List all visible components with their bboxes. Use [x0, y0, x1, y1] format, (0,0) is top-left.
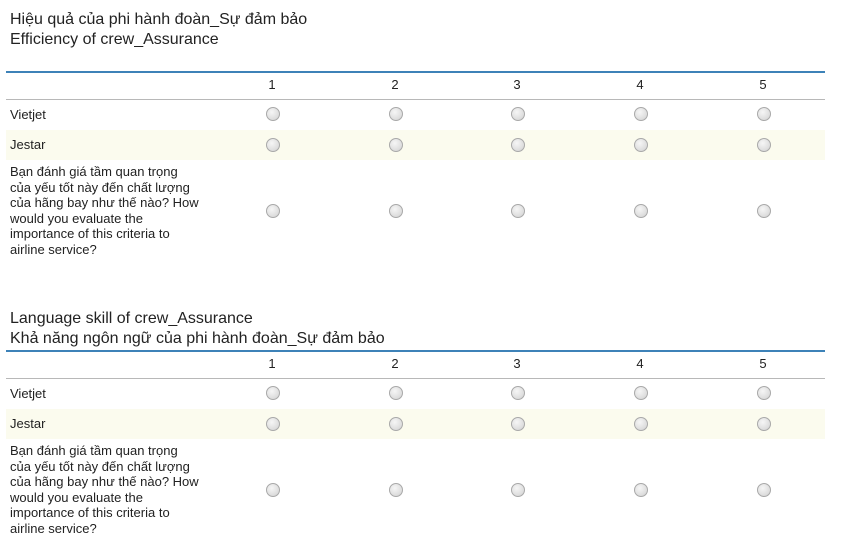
- row-label-vietjet: Vietjet: [10, 107, 46, 122]
- radio-vietjet-2[interactable]: [389, 107, 403, 121]
- radio-jestar-4[interactable]: [634, 417, 648, 431]
- question-title: [10, 10, 307, 50]
- importance-line-3: của hãng bay như thế nào? How: [10, 195, 199, 211]
- table-row-vietjet: [6, 379, 825, 409]
- importance-line-2: của yếu tốt này đến chất lượng: [10, 458, 190, 474]
- row-label-vietjet: Vietjet: [10, 386, 46, 401]
- radio-vietjet-5[interactable]: [757, 386, 771, 400]
- row-label-importance: [10, 443, 199, 537]
- radio-importance-2[interactable]: [389, 204, 403, 218]
- row-label-jestar: Jestar: [10, 137, 46, 152]
- scale-label-4: 4: [636, 77, 644, 92]
- importance-line-3: của hãng bay như thế nào? How: [10, 474, 199, 490]
- radio-importance-1[interactable]: [266, 204, 280, 218]
- question-title: [10, 309, 385, 349]
- table-row-importance: [6, 160, 825, 260]
- radio-vietjet-3[interactable]: [511, 386, 525, 400]
- scale-label-1: 1: [268, 77, 276, 92]
- importance-line-2: của yếu tốt này đến chất lượng: [10, 179, 190, 195]
- radio-importance-3[interactable]: [511, 204, 525, 218]
- scale-header-row: [6, 352, 825, 379]
- scale-header-row: [6, 73, 825, 100]
- radio-vietjet-2[interactable]: [389, 386, 403, 400]
- radio-vietjet-5[interactable]: [757, 107, 771, 121]
- radio-importance-2[interactable]: [389, 483, 403, 497]
- table-row-jestar: [6, 130, 825, 160]
- radio-vietjet-4[interactable]: [634, 386, 648, 400]
- question-title-line-2: Khả năng ngôn ngữ của phi hành đoàn_Sự đảm bảo: [10, 330, 385, 347]
- importance-line-4: would you evaluate the: [10, 489, 143, 505]
- radio-vietjet-1[interactable]: [266, 107, 280, 121]
- scale-label-5: 5: [759, 77, 767, 92]
- radio-jestar-2[interactable]: [389, 138, 403, 152]
- radio-jestar-3[interactable]: [511, 417, 525, 431]
- radio-importance-5[interactable]: [757, 204, 771, 218]
- radio-jestar-3[interactable]: [511, 138, 525, 152]
- radio-jestar-2[interactable]: [389, 417, 403, 431]
- radio-jestar-1[interactable]: [266, 138, 280, 152]
- scale-label-3: 3: [513, 356, 521, 371]
- radio-importance-3[interactable]: [511, 483, 525, 497]
- importance-line-1: Bạn đánh giá tầm quan trọng: [10, 443, 178, 458]
- importance-line-1: Bạn đánh giá tầm quan trọng: [10, 164, 178, 179]
- radio-vietjet-1[interactable]: [266, 386, 280, 400]
- table-row-jestar: [6, 409, 825, 439]
- row-label-importance: [10, 164, 199, 258]
- scale-label-4: 4: [636, 356, 644, 371]
- question-title-line-1: Language skill of crew_Assurance: [10, 310, 253, 327]
- scale-label-5: 5: [759, 356, 767, 371]
- radio-importance-5[interactable]: [757, 483, 771, 497]
- importance-line-6: airline service?: [10, 520, 97, 536]
- question-title-line-2: Efficiency of crew_Assurance: [10, 31, 219, 48]
- radio-importance-4[interactable]: [634, 483, 648, 497]
- radio-vietjet-3[interactable]: [511, 107, 525, 121]
- importance-line-4: would you evaluate the: [10, 210, 143, 226]
- scale-label-2: 2: [391, 77, 399, 92]
- scale-label-3: 3: [513, 77, 521, 92]
- radio-importance-1[interactable]: [266, 483, 280, 497]
- table-row-vietjet: [6, 100, 825, 130]
- question-title-line-1: Hiệu quả của phi hành đoàn_Sự đảm bảo: [10, 11, 308, 28]
- importance-line-5: importance of this criteria to: [10, 226, 170, 242]
- radio-jestar-4[interactable]: [634, 138, 648, 152]
- table-row-importance: [6, 439, 825, 539]
- radio-jestar-5[interactable]: [757, 417, 771, 431]
- scale-label-1: 1: [268, 356, 276, 371]
- radio-jestar-1[interactable]: [266, 417, 280, 431]
- importance-line-5: importance of this criteria to: [10, 505, 170, 521]
- radio-importance-4[interactable]: [634, 204, 648, 218]
- row-label-jestar: Jestar: [10, 416, 46, 431]
- importance-line-6: airline service?: [10, 241, 97, 257]
- radio-jestar-5[interactable]: [757, 138, 771, 152]
- scale-label-2: 2: [391, 356, 399, 371]
- radio-vietjet-4[interactable]: [634, 107, 648, 121]
